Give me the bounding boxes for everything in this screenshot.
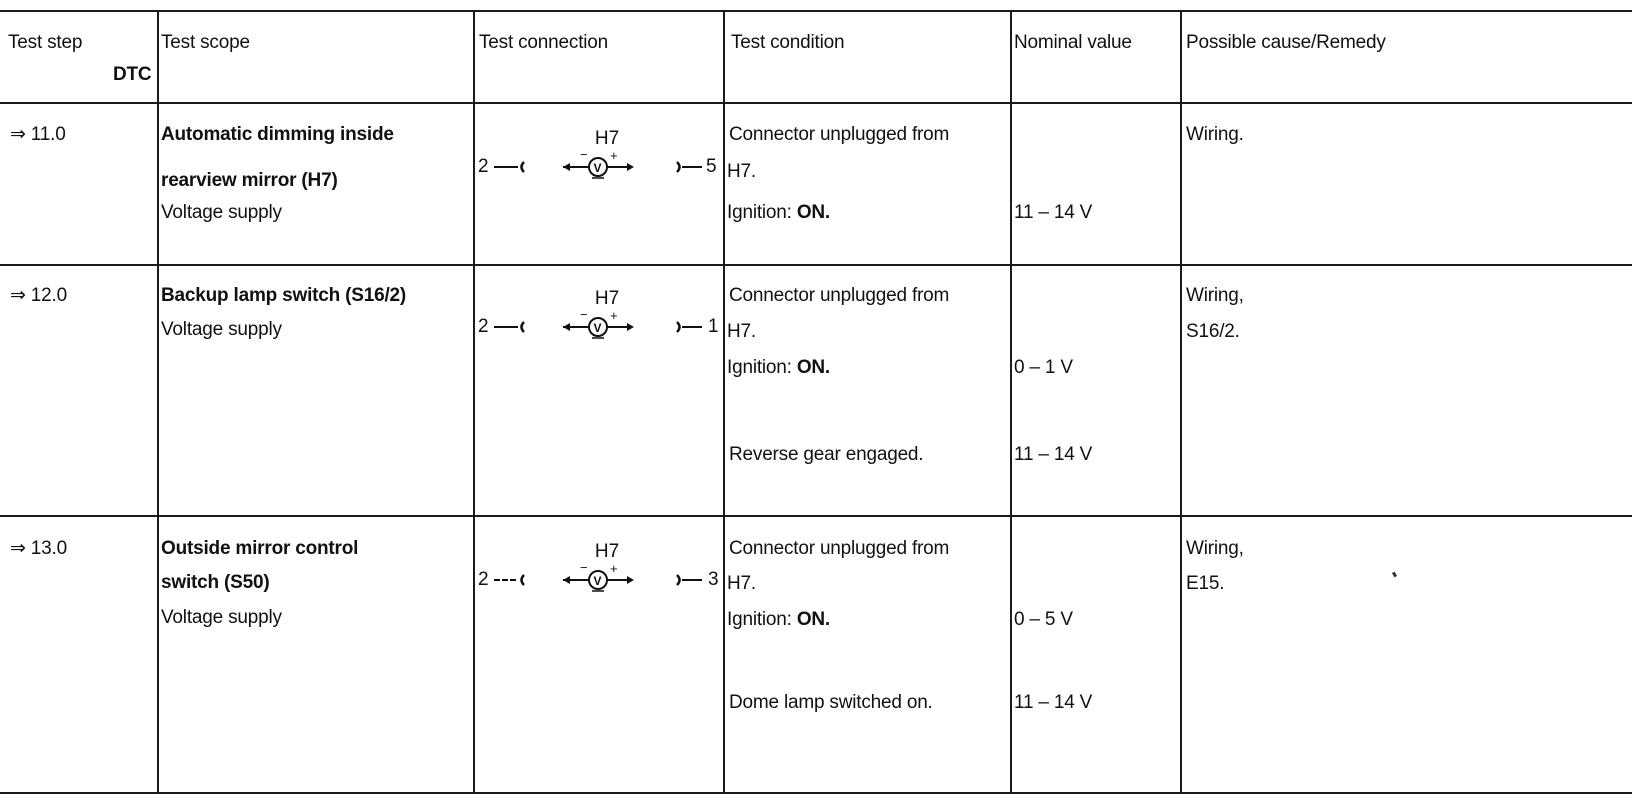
- svg-text:+: +: [610, 308, 618, 323]
- row-1-nominal-value: 11 – 14 V: [1014, 202, 1093, 223]
- row-1-pin-right: 5: [706, 156, 717, 177]
- row-2-test-step: ⇒ 12.0: [10, 285, 67, 306]
- row-2-condition-4: Reverse gear engaged.: [729, 444, 924, 465]
- svg-text:V: V: [593, 321, 602, 335]
- row-1-test-step: ⇒ 11.0: [10, 124, 66, 145]
- row-1-scope-title-1: Automatic dimming inside: [161, 124, 394, 145]
- svg-text:−: −: [580, 560, 588, 575]
- row-3-condition-3: Ignition: ON.: [727, 609, 831, 630]
- row-3-voltmeter-connection: [476, 539, 738, 599]
- row-3-connector-label: H7: [594, 541, 620, 562]
- row-3-scope-title-1: Outside mirror control: [161, 538, 359, 559]
- row-2-voltmeter-symbol: [476, 286, 738, 346]
- row-1-scope-title-2: rearview mirror (H7): [161, 170, 338, 191]
- svg-text:−: −: [580, 307, 588, 322]
- svg-text:−: −: [580, 147, 588, 162]
- table-top-rule: [0, 10, 1632, 12]
- row-3-condition-4: Dome lamp switched on.: [729, 692, 933, 713]
- header-test-scope: Test scope: [161, 32, 250, 53]
- row-2-pin-left: 2: [478, 316, 489, 337]
- row-divider-2: [0, 515, 1632, 517]
- header-test-connection: Test connection: [479, 32, 609, 53]
- row-2-cause-2: S16/2.: [1186, 321, 1240, 342]
- svg-text:V: V: [593, 574, 602, 588]
- header-test-step: Test step: [8, 32, 83, 53]
- column-divider-1: [157, 10, 159, 794]
- row-3-pin-right: 3: [708, 569, 719, 590]
- row-1-voltmeter-symbol: [476, 126, 738, 186]
- row-2-pin-right: 1: [708, 316, 719, 337]
- row-2-connector-label: H7: [594, 288, 620, 309]
- column-divider-4: [1010, 10, 1012, 794]
- row-1-scope-sub: Voltage supply: [161, 202, 282, 223]
- row-3-scope-sub: Voltage supply: [161, 607, 282, 628]
- row-3-test-step: ⇒ 13.0: [10, 538, 67, 559]
- svg-text:+: +: [610, 561, 618, 576]
- row-1-pin-left: 2: [478, 156, 489, 177]
- row-3-condition-2: H7.: [727, 573, 756, 594]
- row-2-condition-1: Connector unplugged from: [729, 285, 950, 306]
- row-2-condition-2: H7.: [727, 321, 756, 342]
- row-2-voltmeter-connection: [476, 286, 738, 346]
- table-bottom-rule: [0, 792, 1632, 794]
- row-2-scope-title-1: Backup lamp switch (S16/2): [161, 285, 407, 306]
- row-divider-1: [0, 264, 1632, 266]
- row-3-scope-title-2: switch (S50): [161, 572, 270, 593]
- row-1-condition-2: H7.: [727, 161, 756, 182]
- row-3-pin-left: 2: [478, 569, 489, 590]
- row-3-nominal-value-2: 11 – 14 V: [1014, 692, 1093, 713]
- row-2-condition-3: Ignition: ON.: [727, 357, 831, 378]
- row-1-connector-label: H7: [594, 128, 620, 149]
- header-dtc: DTC: [113, 64, 152, 85]
- row-3-condition-1: Connector unplugged from: [729, 538, 950, 559]
- row-1-condition-1: Connector unplugged from: [729, 124, 950, 145]
- header-cause-remedy: Possible cause/Remedy: [1186, 32, 1386, 53]
- row-2-scope-sub: Voltage supply: [161, 319, 282, 340]
- header-test-condition: Test condition: [731, 32, 845, 53]
- header-nominal-value: Nominal value: [1014, 32, 1132, 53]
- row-2-nominal-value-1: 0 – 1 V: [1014, 357, 1073, 378]
- scan-speck: [1392, 572, 1397, 578]
- row-3-cause-2: E15.: [1186, 573, 1225, 594]
- row-1-voltmeter-connection: [476, 126, 738, 186]
- row-3-nominal-value-1: 0 – 5 V: [1014, 609, 1073, 630]
- column-divider-2: [473, 10, 475, 794]
- column-divider-5: [1180, 10, 1182, 794]
- row-3-voltmeter-symbol: [476, 539, 738, 599]
- row-1-condition-3: Ignition: ON.: [727, 202, 831, 223]
- svg-text:V: V: [593, 161, 602, 175]
- row-1-cause: Wiring.: [1186, 124, 1244, 145]
- header-bottom-rule: [0, 102, 1632, 104]
- svg-text:+: +: [610, 148, 618, 163]
- row-2-cause-1: Wiring,: [1186, 285, 1244, 306]
- row-3-cause-1: Wiring,: [1186, 538, 1244, 559]
- row-2-nominal-value-2: 11 – 14 V: [1014, 444, 1093, 465]
